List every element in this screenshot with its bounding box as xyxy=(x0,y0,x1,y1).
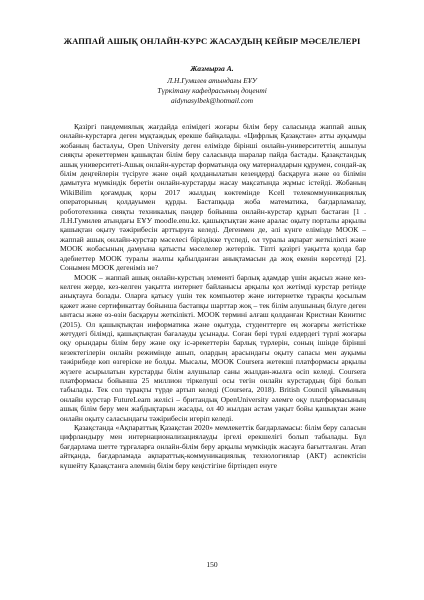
paper-body xyxy=(60,122,366,470)
author-affiliation-position: Түркітану кафедрасының доценті xyxy=(157,86,267,95)
author-affiliation-university: Л.Н.Гумилев атындағы ЕҰУ xyxy=(167,76,257,85)
page-number: 150 xyxy=(206,560,218,569)
paper-title: ЖАППАЙ АШЫҚ ОНЛАЙН-КУРС ЖАСАУДЫҢ КЕЙБІР МӘСЕЛЕЛЕРІ xyxy=(63,36,361,46)
body-paragraph-3: Қазақстанда «Ақпараттық Қазақстан 2020» мемлекеттік бағдарламасы: білім беру саласын цифрландыру мен интернационализациялауды іргелі ерекшелігі болып табылады. Бұл бағдарлама шетте тұрғаларға онлайн-білім беру арқылы мүмкіндік жасауға бағытталған. Атап айтқанда, бағдарламада ақпараттық-коммуникациялық технологиялар (АКТ) аспектісін күшейту Қазақстанға әлемнің білім беру кеңістігіне біртіндеп енуге xyxy=(60,423,366,470)
author-email: aidynasylbek@hotmail.com xyxy=(170,96,254,105)
body-paragraph-2: МООК – жаппай ашық онлайн-курстың элементі барлық адамдар үшін ақысыз және кез-келген жерде, кез-келген уақытта интернет байланысы арқылы қол жетімді курстар ретінде анықтауға болады. Оларға қатысу үшін тек компьютер және интернетке тұрақты қосылым қажет және сертификаттау бойынша бастапқы шарттар жоқ – тек білім алушының білуге деген ынтасы және өз-өзін басқаруы жеткілікті. МООК термині алғаш қолданған Кристиан Квинтис (2015). Ол қашықтықтан информатика және оқытуда, студенттерге ең жоғарғы жетістікке жетудегі білімді, қашықтықтан бағалауды ұсынады. Соған бері түрлі елдердегі түрлі жоғары оқу орындары білім беру және оқу іс-әрекеттерін барлық түрлерін, соның ішінде бірінші кезектегілерін онлайн режимінде ашып, олардың арасындағы оқыту сапасы мен ауқымы тәжірибеде көп өзгеріске ие болды. Мысалы, МООК Coursera жетекші платформасы арқылы жүзеге асырылатын курстарды білім алушылар саны жылдан-жылға өсіп келеді. Coursera платформасы бойынша 25 миллион тіркелуші осы тегін онлайн курстардың бірі болып табылады. Тек сол тұрақты түрде артып келеді (Coursera, 2018). British Council ұйымының онлайн курстар FutureLearn желісі – британдық OpenUniversity әлемге оқу платформасының ашық білім беру мен жабдықтарын жасады, ол 40 жылдан астам уақыт бойы қашықтан және онлайн оқыту саласындағы тәжірибесін игеріп келеді. xyxy=(60,272,366,423)
author-name: Жазмырза А. xyxy=(190,64,234,73)
body-paragraph-1: Қазіргі пандемиялық жағдайда елімідегі жоғары білім беру саласында жаппай ашық онлайн-курстарға деген мұқтаждық ерекше байқалады. «Цифрлық Қазақстан» атты ауқымды жобаның басталуы, Open University деген елімізде бірінші онлайн-университеттің ашылуы сияқты әрекеттермен қашықтан білім беру саласында шаралар пайда бастады. Қазақстандық ашық университеті-Ашық онлайн-курстар форматында оқу материалдарын құрумен, сондай-ақ білім деңгейлерін түсіруге және оңай қолданылатын кезеңдерді басқаруға және өз білімін дамытуға мүмкіндік беретін онлайн-курстарды жасау мақсатында жұмыс істейді. Жобаның WikiBilim қоғамдық қоры 2017 жылдың көктемінде Kcell телекоммуникациялық операторының қолдауымен құрды. Бастапқыда жоба математика, бағдарламалау, робототехника сияқты техникалық пәндер бойынша онлайн-курстар құрып бастаған [1 . Л.Н.Гумилев атындағы ЕҰУ moodle.enu.kz. қашықтықтан және аралас оқыту порталы арқылы қашықтан оқыту тәжірибесін арттыруға келеді. Дегенмен де, әлі күнге елімізде МООК – жаппай ашық онлайн-курстар мәселесі біріздікке түспеді, ол туралы ақпарат жеткілікті және МООК жобасының дамуына қатысты мәселелер жетерлік. Тіпті қазіргі уақытта қолда бар әдебиеттер МООК туралы жалпы қабылданған анықтамасын да жоқ екенін көрсетеді [2]. Сонымен МООК дегеніміз не? xyxy=(60,122,366,273)
